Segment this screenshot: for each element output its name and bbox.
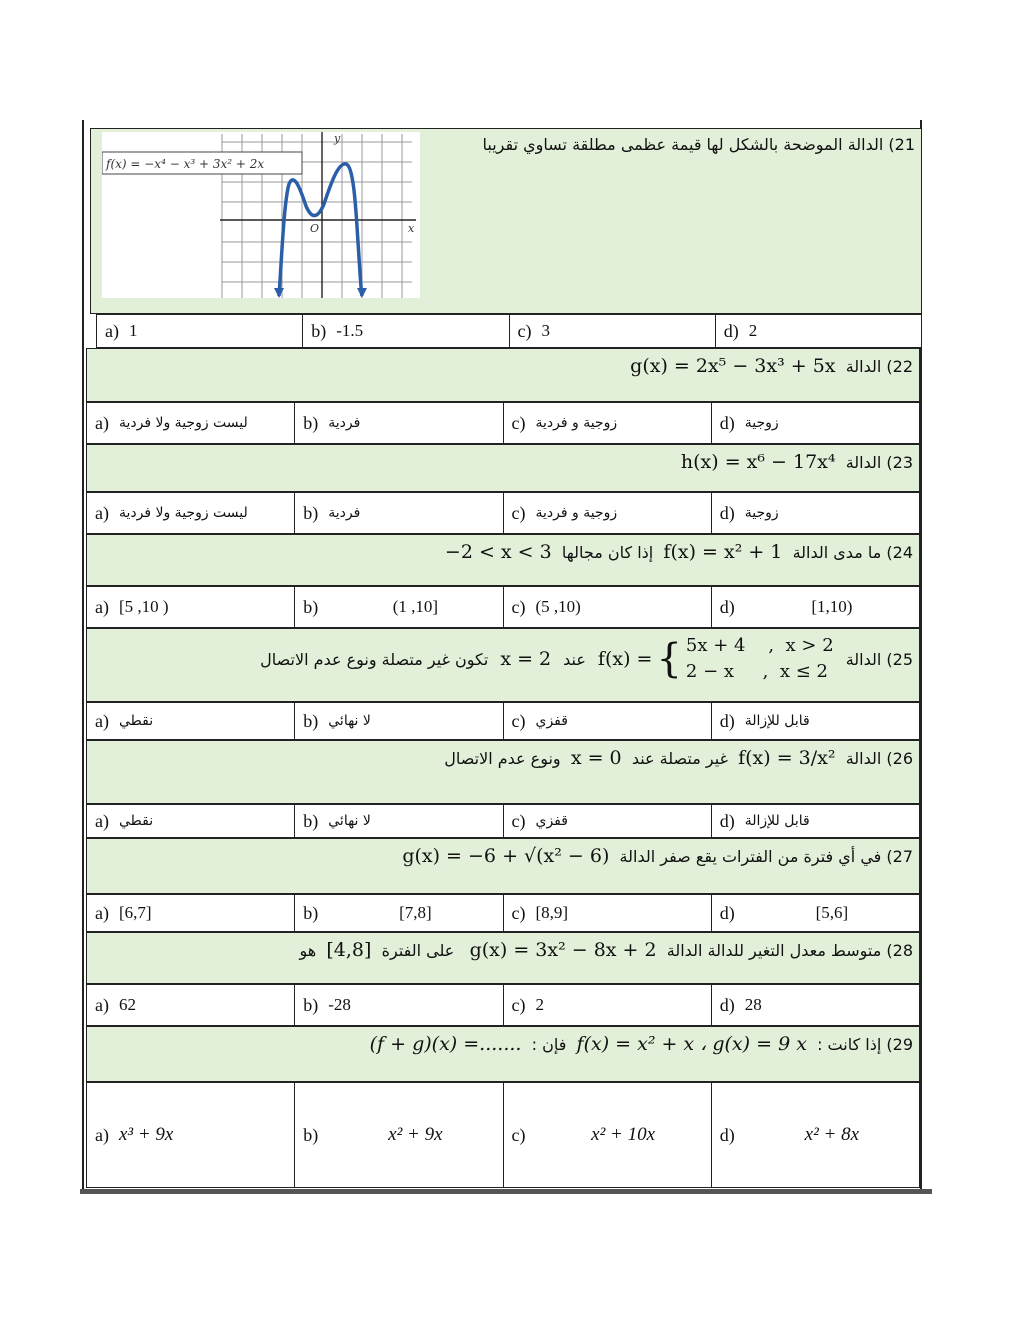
q25-option-a[interactable]: a) نقطي — [87, 703, 295, 739]
q21-option-a[interactable]: a) 1 — [97, 315, 303, 347]
bottom-rule — [80, 1189, 932, 1194]
question-22 — [86, 348, 920, 402]
q27-option-a[interactable]: a) [6,7] — [87, 895, 295, 931]
q27-option-c[interactable]: c) [8,9] — [504, 895, 712, 931]
q28-option-c[interactable]: c) 2 — [504, 985, 712, 1025]
q27-math: g(x) = −6 + √(x² − 6) — [402, 845, 610, 867]
q27-option-b[interactable]: b) [7,8] — [295, 895, 503, 931]
question-29: 29) إذا كانت : f(x) = x² + x ، g(x) = 9 x فإن : (f + g)(x) =....... — [86, 1026, 920, 1082]
q24-options — [86, 586, 920, 628]
curve — [279, 164, 362, 296]
q26-option-b[interactable]: b) لا نهائي — [295, 805, 503, 837]
q28-option-d[interactable]: d) 28 — [719, 994, 762, 1015]
q29-option-c[interactable]: c) x² + 10x — [504, 1083, 712, 1187]
q28-math: g(x) = 3x² − 8x + 2 — [469, 939, 657, 961]
svg-text:y: y — [334, 132, 341, 145]
q21-options — [96, 314, 922, 348]
svg-text:x: x — [408, 222, 415, 235]
q26-math: f(x) = 3/x² — [738, 747, 836, 769]
q21-option-d[interactable]: d) 2 — [723, 320, 758, 341]
q28-option-b[interactable]: b) -28 — [295, 985, 503, 1025]
q23-option-d[interactable]: d) زوجية — [719, 502, 779, 523]
q26-options — [86, 804, 920, 838]
q22-option-d[interactable]: d) زوجية — [719, 412, 779, 433]
q24-option-b[interactable]: b) (1 ,10] — [295, 587, 503, 627]
q23-math: h(x) = x⁶ − 17x⁴ — [680, 451, 836, 473]
q26-option-c[interactable]: c) قفزي — [504, 805, 712, 837]
q22-options — [86, 402, 920, 444]
q27-option-d[interactable]: d) [5,6] — [719, 902, 849, 923]
q22-math: g(x) = 2x⁵ − 3x³ + 5x — [630, 355, 836, 377]
q26-option-d[interactable]: d) قابل للإزالة — [719, 810, 810, 831]
q25-option-d[interactable]: d) قابل للإزالة — [719, 710, 810, 731]
question-23 — [86, 444, 920, 492]
q24-option-c[interactable]: c) (5 ,10) — [504, 587, 712, 627]
q27-options — [86, 894, 920, 932]
left-border — [82, 120, 84, 1192]
q23-text: 23) الدالة — [845, 453, 913, 472]
q29-option-d[interactable]: d) x² + 8x — [719, 1124, 860, 1145]
q28-option-a[interactable]: a) 62 — [87, 985, 295, 1025]
q21-graph — [102, 132, 420, 298]
q24-option-a[interactable]: a) [5 ,10 ) — [87, 587, 295, 627]
q25-option-b[interactable]: b) لا نهائي — [295, 703, 503, 739]
question-27: 27) في أي فترة من الفترات يقع صفر الدالة g(x) = −6 + √(x² − 6) — [86, 838, 920, 894]
q23-option-c[interactable]: c) زوجية و فردية — [504, 493, 712, 533]
question-25: 25) الدالة f(x) = { 5x + 4 , x > 2 2 − x , x ≤ 2 عند x = 2 تكون غير متصلة ونوع عدم الاتصال — [86, 628, 920, 702]
question-26: 26) الدالة f(x) = 3/x² غير متصلة عند x = 0 ونوع عدم الاتصال — [86, 740, 920, 804]
q22-text: 22) الدالة — [845, 357, 913, 376]
question-24: 24) ما مدى الدالة f(x) = x² + 1 إذا كان مجالها −2 < x < 3 — [86, 534, 920, 586]
q28-options — [86, 984, 920, 1026]
q29-options — [86, 1082, 920, 1188]
graph-label: f(x) = −x⁴ − x³ + 3x² + 2x — [106, 157, 265, 171]
q29-math: f(x) = x² + x ، g(x) = 9 x — [576, 1033, 807, 1055]
q25-option-c[interactable]: c) قفزي — [504, 703, 712, 739]
q29-option-a[interactable]: a) x³ + 9x — [87, 1083, 295, 1187]
q24-math: f(x) = x² + 1 — [663, 541, 783, 563]
q23-option-a[interactable]: a) ليست زوجية ولا فردية — [87, 493, 295, 533]
question-28: 28) متوسط معدل التغير للدالة الدالة g(x) = 3x² − 8x + 2 على الفترة [4,8] هو — [86, 932, 920, 984]
q21-option-c[interactable]: c) 3 — [510, 315, 716, 347]
q25-options — [86, 702, 920, 740]
q26-option-a[interactable]: a) نقطي — [87, 805, 295, 837]
question-21-text: 21) الدالة الموضحة بالشكل لها قيمة عظمى مطلقة تساوي تقريبا — [482, 135, 915, 154]
q22-option-a[interactable]: a) ليست زوجية ولا فردية — [87, 403, 295, 443]
q29-option-b[interactable]: b) x² + 9x — [295, 1083, 503, 1187]
q23-options — [86, 492, 920, 534]
q22-option-c[interactable]: c) زوجية و فردية — [504, 403, 712, 443]
q22-option-b[interactable]: b) فردية — [295, 403, 503, 443]
q24-option-d[interactable]: d) [1,10) — [719, 596, 853, 617]
q23-option-b[interactable]: b) فردية — [295, 493, 503, 533]
q21-option-b[interactable]: b) -1.5 — [303, 315, 509, 347]
svg-text:O: O — [310, 222, 320, 235]
